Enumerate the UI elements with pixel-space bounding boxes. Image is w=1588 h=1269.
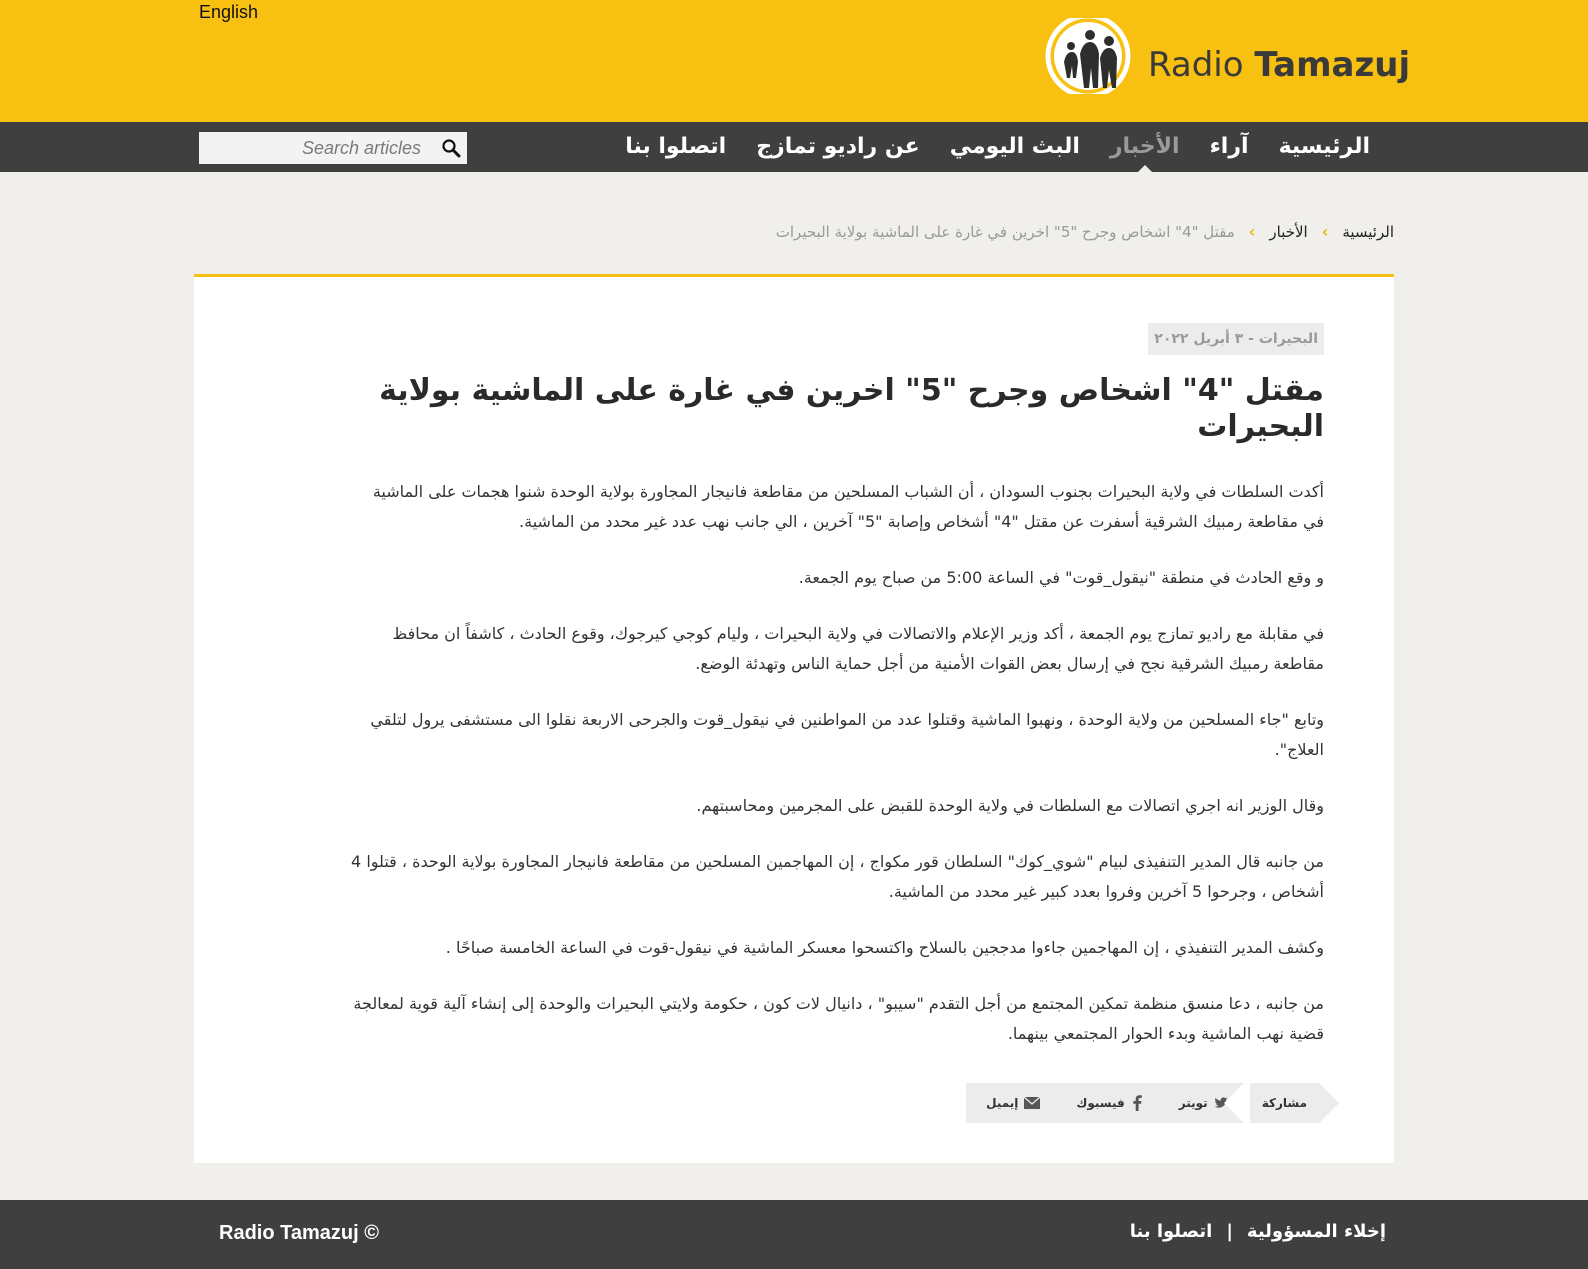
article-paragraph: وقال الوزير انه اجري اتصالات مع السلطات في ولاية الوحدة للقبض على المجرمين ومحاسبتهم. [696,796,1324,815]
nav-menu [625,122,1370,172]
logo-word-tamazuj: Tamazuj [1254,45,1411,85]
breadcrumb [776,222,1394,241]
share-twitter-button[interactable] [1179,1096,1228,1110]
nav-item-news[interactable]: الأخبار [1110,122,1180,172]
site-footer [0,1200,1588,1269]
article-paragraph: في مقابلة مع راديو تمازج يوم الجمعة ، أكد وزير الإعلام والاتصالات في ولاية البحيرات ، وليام كوجي كيرجوك، وقوع الحادث ، كاشفاً ان محافظ مقاطعة رمبيك الشرقية نجح في إرسال بعض القوات الأمنية من أجل حماية الناس وتهدئة الوضع. [392,624,1324,673]
article-title: مقتل "4" اشخاص وجرح "5" اخرين في غارة على الماشية بولاية البحيرات [379,373,1324,444]
footer-copyright: Radio Tamazuj © [219,1222,379,1244]
share-options [966,1083,1244,1123]
article-card [194,274,1394,1163]
share-email-button[interactable] [986,1096,1040,1110]
article-body [349,477,1324,1075]
nav-item-opinions[interactable]: آراء [1209,134,1249,159]
search-icon [435,132,467,164]
article-paragraph: من جانبه ، دعا منسق منظمة تمكين المجتمع من أجل التقدم "سيبو" ، دانيال لات كون ، حكومة ولايتي البحيرات والوحدة إلى إنشاء آلية قوية لمعالجة قضية نهب الماشية وبدء الحوار المجتمعي بينهما. [353,994,1324,1043]
article-dateline: البحيرات - ٣ أبريل ٢٠٢٢ [1148,323,1324,355]
search-box [199,132,467,164]
article-paragraph: أكدت السلطات في ولاية البحيرات بجنوب السودان ، أن الشباب المسلحين من مقاطعة فانيجار المجاورة بولاية الوحدة شنوا هجمات على الماشية في مقاطعة رمبيك الشرقية أسفرت عن مقتل "4" أشخاص وإصابة "5" آخرين ، الي جانب نهب عدد غير محدد من الماشية. [372,482,1324,531]
facebook-icon [1131,1095,1143,1111]
nav-item-about[interactable]: عن راديو تمازج [756,134,920,159]
site-logo[interactable] [1044,18,1411,94]
breadcrumb-current: مقتل "4" اشخاص وجرح "5" اخرين في غارة على الماشية بولاية البحيرات [775,222,1235,241]
share-facebook-label: فيسبوك [1076,1096,1125,1110]
share-twitter-label: تويتر [1178,1096,1208,1110]
logo-word-radio: Radio [1148,45,1244,85]
footer-contact-link[interactable]: اتصلوا بنا [1129,1221,1213,1242]
twitter-icon [1214,1096,1228,1110]
breadcrumb-chevron-icon: ‹ [1248,222,1256,241]
article-paragraph: وتابع "جاء المسلحين من ولاية الوحدة ، ونهبوا الماشية وقتلوا عدد من المواطنين في نيقول_قوت والجرحى الاربعة نقلوا الى مستشفى يرول لتلقي العلاج". [370,710,1324,759]
site-header [0,0,1588,122]
language-switch-link[interactable]: English [199,2,259,22]
search-button[interactable] [435,132,467,164]
footer-links [1130,1221,1386,1242]
footer-disclaimer-link[interactable]: إخلاء المسؤولية [1246,1221,1386,1242]
main-navigation [0,122,1588,172]
breadcrumb-chevron-icon: ‹ [1321,222,1329,241]
share-label: مشاركة [1250,1083,1319,1123]
nav-item-home[interactable]: الرئيسية [1278,134,1370,159]
article-paragraph: من جانبه قال المدير التنفيذى لبيام "شوي_كوك" السلطان قور مكواج ، إن المهاجمين المسلحين من مقاطعة فانيجار المجاورة بولاية الوحدة ، قتلوا 4 أشخاص ، وجرحوا 5 آخرين وفروا بعدد كبير غير محدد من الماشية. [351,852,1324,901]
logo-emblem-icon [1044,18,1140,94]
breadcrumb-section[interactable]: الأخبار [1269,222,1308,241]
email-icon [1024,1097,1040,1109]
article-paragraph: وكشف المدير التنفيذي ، إن المهاجمين جاءوا مدججين بالسلاح واكتسحوا معسكر الماشية في نيقول-قوت في الساعة الخامسة صباحًا . [445,938,1324,957]
nav-item-daily-broadcast[interactable]: البث اليومي [949,134,1080,159]
search-input[interactable] [199,132,429,164]
share-facebook-button[interactable] [1076,1095,1142,1111]
nav-item-contact[interactable]: اتصلوا بنا [625,134,727,159]
breadcrumb-home[interactable]: الرئيسية [1342,222,1394,241]
footer-separator: | [1226,1221,1233,1242]
article-paragraph: و وقع الحادث في منطقة "نيقول_قوت" في الساعة 5:00 من صباح يوم الجمعة. [798,568,1324,587]
share-bar [966,1083,1319,1123]
logo-wordmark [1148,45,1411,85]
share-email-label: إيميل [986,1096,1019,1110]
